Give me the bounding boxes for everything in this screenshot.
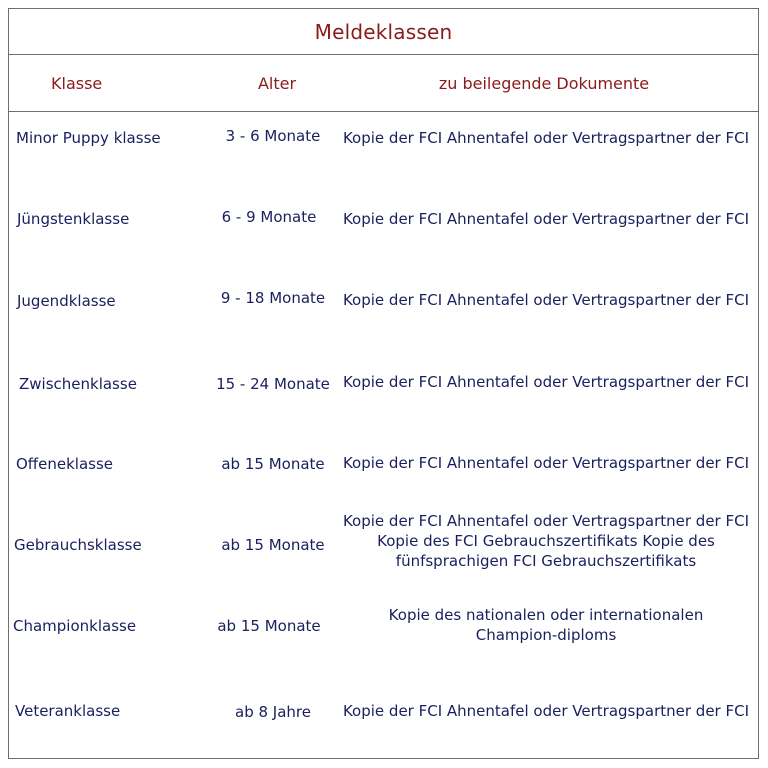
dokumente-cell-line-1: Kopie der FCI Ahnentafel oder Vertragspartner der FCI	[342, 512, 750, 530]
klasse-cell: Offeneklasse	[16, 455, 114, 473]
klasse-cell: Gebrauchsklasse	[14, 536, 142, 554]
dokumente-cell-line-2: Champion-diploms	[475, 626, 617, 644]
alter-cell: ab 15 Monate	[217, 617, 321, 635]
klasse-cell: Championklasse	[13, 617, 137, 635]
dokumente-cell: Kopie der FCI Ahnentafel oder Vertragspartner der FCI	[342, 373, 750, 391]
dokumente-cell: Kopie der FCI Ahnentafel oder Vertragspartner der FCI	[342, 210, 750, 228]
alter-cell: 15 - 24 Monate	[216, 375, 330, 393]
klasse-cell: Veteranklasse	[15, 702, 121, 720]
alter-cell: 9 - 18 Monate	[220, 289, 326, 307]
alter-cell: 6 - 9 Monate	[221, 208, 317, 226]
klasse-cell: Jugendklasse	[17, 292, 116, 310]
dokumente-cell-line-1: Kopie des nationalen oder internationalen	[388, 606, 704, 624]
title-row	[9, 9, 758, 55]
dokumente-cell: Kopie der FCI Ahnentafel oder Vertragspartner der FCI	[342, 129, 750, 147]
dokumente-cell: Kopie der FCI Ahnentafel oder Vertragspartner der FCI	[342, 702, 750, 720]
header-alter: Alter	[257, 73, 297, 93]
klasse-cell: Jüngstenklasse	[17, 210, 130, 228]
alter-cell: 3 - 6 Monate	[225, 127, 321, 145]
alter-cell: ab 8 Jahre	[235, 703, 311, 721]
dokumente-cell-line-3: fünfsprachigen FCI Gebrauchszertifikats	[395, 552, 697, 570]
alter-cell: ab 15 Monate	[221, 536, 325, 554]
dokumente-cell: Kopie der FCI Ahnentafel oder Vertragspartner der FCI	[342, 454, 750, 472]
header-dokumente: zu beilegende Dokumente	[438, 73, 650, 93]
klasse-cell: Minor Puppy klasse	[16, 129, 161, 147]
header-row	[9, 55, 758, 112]
meldeklassen-table	[8, 8, 759, 759]
dokumente-cell: Kopie der FCI Ahnentafel oder Vertragspartner der FCI	[342, 291, 750, 309]
dokumente-cell-line-2: Kopie des FCI Gebrauchszertifikats Kopie des	[377, 532, 715, 550]
table-title: Meldeklassen	[314, 19, 453, 44]
alter-cell: ab 15 Monate	[221, 455, 325, 473]
klasse-cell: Zwischenklasse	[19, 375, 137, 393]
header-klasse: Klasse	[51, 73, 103, 93]
